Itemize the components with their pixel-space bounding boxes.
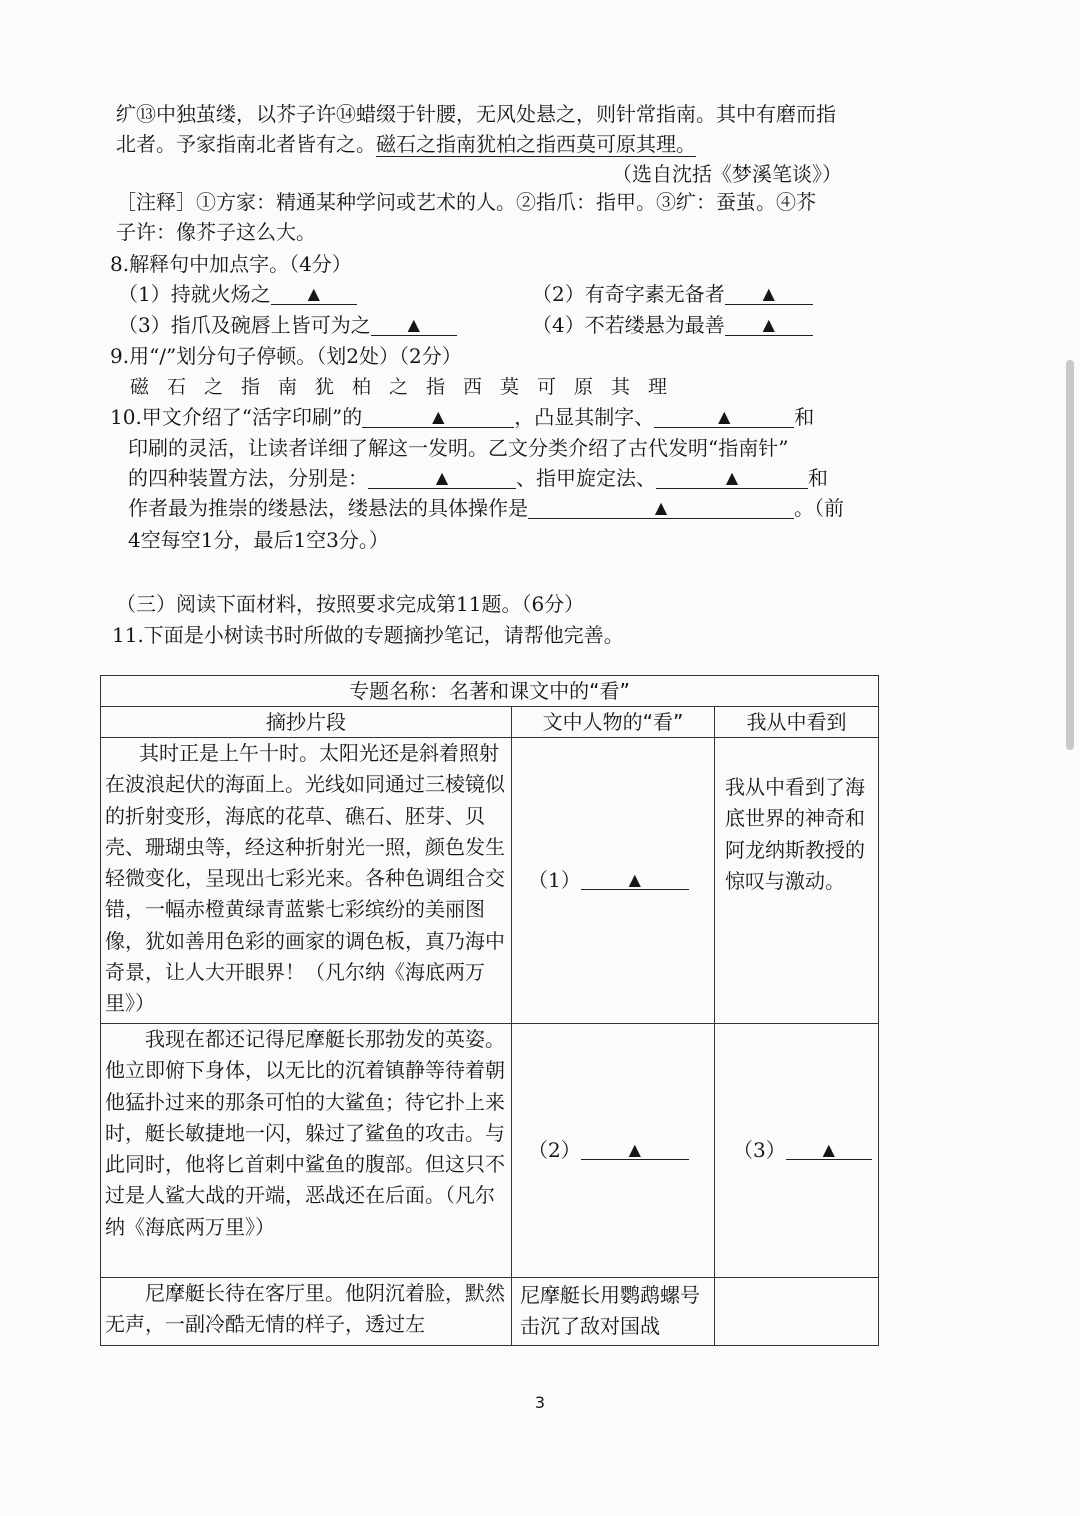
- triangle-icon: ▲: [435, 468, 449, 487]
- triangle-icon: ▲: [822, 1139, 835, 1159]
- seen-cell: 我从中看到了海底世界的神奇和阿龙纳斯教授的惊叹与激动。: [715, 738, 879, 1024]
- header-excerpt: 摘抄片段: [101, 707, 512, 738]
- header-character-look: 文中人物的“看”: [512, 707, 715, 738]
- triangle-icon: ▲: [762, 284, 775, 303]
- triangle-icon: ▲: [432, 407, 445, 426]
- q10-line-1: [110, 403, 814, 431]
- q10-text-3c: 和: [808, 466, 828, 490]
- excerpt-text: 尼摩艇长待在客厅里。他阴沉着脸，默然无声，一副冷酷无情的样子，透过左: [105, 1281, 505, 1337]
- q10-text-4b: 。（前: [794, 496, 844, 520]
- triangle-icon: ▲: [762, 315, 775, 334]
- triangle-icon: ▲: [307, 284, 320, 303]
- triangle-icon: ▲: [407, 315, 420, 334]
- q10-text-1b: ，凸显其制字、: [514, 405, 655, 429]
- passage-source: （选自沈括《梦溪笔谈》）: [612, 162, 842, 186]
- triangle-icon: ▲: [654, 498, 668, 517]
- seen-cell: [715, 1278, 879, 1346]
- answer-blank[interactable]: [725, 280, 813, 305]
- excerpt-cell: [101, 1024, 512, 1278]
- q8-item-4: [532, 311, 813, 339]
- table-row: [101, 1278, 879, 1346]
- q8-item-2: [532, 280, 813, 308]
- q10-line-2: 印刷的灵活，让读者详细了解这一发明。乙文分类介绍了古代发明“指南针”: [128, 436, 789, 460]
- q10-line-4: [128, 494, 844, 522]
- triangle-icon: ▲: [628, 1139, 641, 1159]
- q8-item-3-text: （3）指爪及碗唇上皆可为之: [118, 313, 371, 337]
- triangle-icon: ▲: [628, 869, 641, 889]
- answer-blank[interactable]: [581, 1135, 689, 1160]
- q10-line-3: [128, 464, 828, 492]
- answer-blank[interactable]: [654, 403, 794, 428]
- q11-prompt: 11.下面是小树读书时所做的专题摘抄笔记，请帮他完善。: [112, 623, 624, 647]
- table-row: [101, 1024, 879, 1278]
- answer-blank[interactable]: [581, 865, 689, 890]
- underlined-sentence: 磁石之指南犹柏之指西莫可原其理。: [376, 132, 696, 156]
- q8-item-1: [118, 280, 357, 308]
- answer-blank[interactable]: [362, 403, 514, 428]
- excerpt-text: 我现在都还记得尼摩艇长那勃发的英姿。他立即俯下身体，以无比的沉着镇静等待着朝他猛扑过来的那条可怕的大鲨鱼；待它扑上来时，艇长敏捷地一闪，躲过了鲨鱼的攻击。与此同时，他将匕首刺中鲨鱼的腹部。但这只不过是人鲨大战的开端，恶战还在后面。（凡尔纳《海底两万里》）: [105, 1027, 505, 1239]
- look-cell: [512, 1024, 715, 1278]
- seen-cell: [715, 1024, 879, 1278]
- table-row: [101, 738, 879, 1024]
- header-what-i-see: 我从中看到: [715, 707, 879, 738]
- answer-blank[interactable]: [371, 311, 457, 336]
- q9-sentence: 磁石之指南犹柏之指西莫可原其理: [130, 376, 686, 398]
- q8-item-2-text: （2）有奇字素无备者: [532, 282, 725, 306]
- page-number: 3: [534, 1393, 546, 1412]
- excerpt-text: 其时正是上午十时。太阳光还是斜着照射在波浪起伏的海面上。光线如同通过三棱镜似的折射变形，海底的花草、礁石、胚芽、贝壳、珊瑚虫等，经这种折射光一照，颜色发生轻微变化，呈现出七彩光来。各种色调组合交错，一幅赤橙黄绿青蓝紫七彩缤纷的美丽图像，犹如善用色彩的画家的调色板，真乃海中奇景，让人大开眼界！（凡尔纳《海底两万里》）: [105, 741, 505, 1016]
- annotation-line-2: 子许：像芥子这么大。: [116, 220, 316, 244]
- answer-blank[interactable]: [656, 464, 808, 489]
- section-3-heading: （三）阅读下面材料，按照要求完成第11题。（6分）: [116, 592, 585, 616]
- q10-text-3b: 、指甲旋定法、: [516, 466, 656, 490]
- q8-item-3: [118, 311, 457, 339]
- q8-title: 8.解释句中加点字。（4分）: [110, 252, 352, 276]
- q8-item-4-text: （4）不若缕悬为最善: [532, 313, 725, 337]
- look-cell: [512, 738, 715, 1024]
- q10-text-1c: 和: [794, 405, 815, 429]
- triangle-icon: ▲: [725, 468, 739, 487]
- scrollbar[interactable]: [1066, 360, 1074, 750]
- q10-line-5: 4空每空1分，最后1空3分。）: [128, 528, 389, 552]
- answer-blank[interactable]: [786, 1135, 872, 1160]
- passage-line-2a: 北者。予家指南北者皆有之。: [116, 132, 376, 156]
- excerpt-notes-table: [100, 675, 879, 1346]
- q10-text-4a: 作者最为推崇的缕悬法，缕悬法的具体操作是: [128, 496, 528, 520]
- passage-line-2: [116, 130, 696, 158]
- answer-blank[interactable]: [528, 494, 794, 519]
- look-label: （2）: [528, 1137, 581, 1162]
- answer-blank[interactable]: [725, 311, 813, 336]
- q8-item-1-text: （1）持就火炀之: [118, 282, 271, 306]
- answer-blank[interactable]: [368, 464, 516, 489]
- q10-text-1a: 10.甲文介绍了“活字印刷”的: [110, 405, 363, 429]
- annotation-line-1: ［注释］①方家：精通某种学问或艺术的人。②指爪：指甲。③纩：蚕茧。④芥: [116, 190, 816, 214]
- look-cell: 尼摩艇长用鹦鹉螺号击沉了敌对国战: [512, 1278, 715, 1346]
- q9-title: 9.用“/”划分句子停顿。（划2处）（2分）: [110, 344, 462, 368]
- look-label: （1）: [528, 867, 581, 892]
- passage-line-1: 纩⑬中独茧缕，以芥子许⑭蜡缀于针腰，无风处悬之，则针常指南。其中有磨而指: [116, 102, 836, 126]
- table-title: 专题名称：名著和课文中的“看”: [101, 676, 879, 707]
- q10-text-3a: 的四种装置方法，分别是：: [128, 466, 368, 490]
- excerpt-cell: [101, 1278, 512, 1346]
- answer-blank[interactable]: [271, 280, 357, 305]
- triangle-icon: ▲: [718, 407, 731, 426]
- excerpt-cell: [101, 738, 512, 1024]
- seen-label: （3）: [733, 1137, 786, 1162]
